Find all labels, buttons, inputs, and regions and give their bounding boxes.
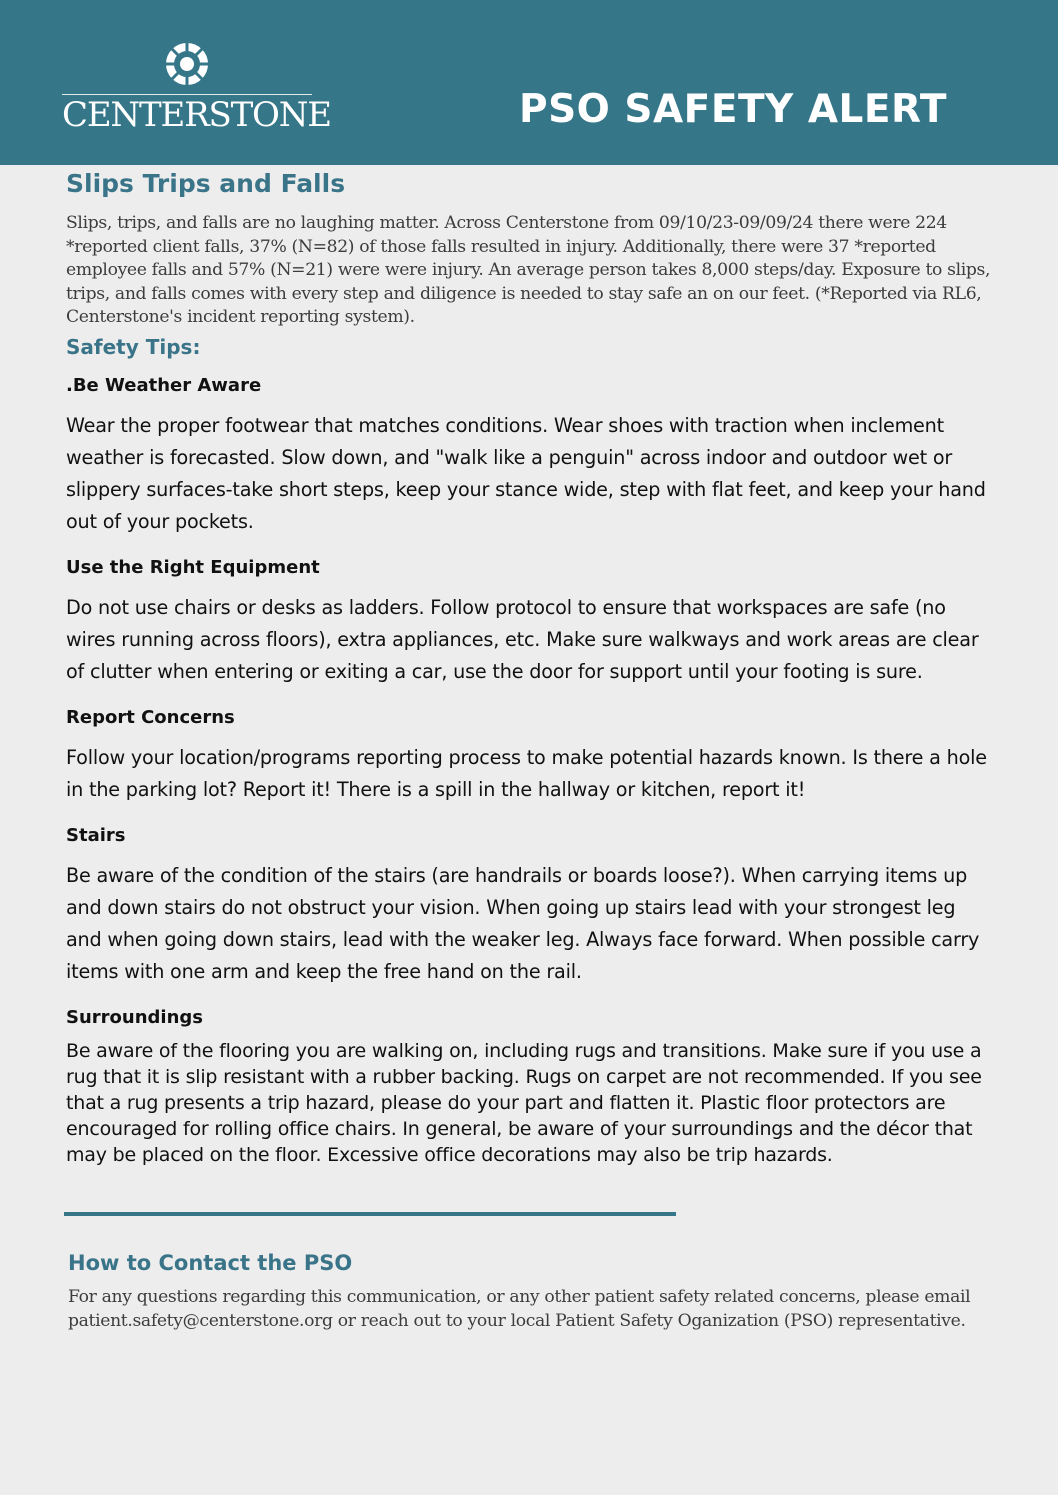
intro-paragraph: Slips, trips, and falls are no laughing matter. Across Centerstone from 09/10/23-09/09/24 there were 224 *reported client falls, 37% (N=82) of those falls resulted in injury. Additionally, there were 37 *reported employee falls and 57% (N=21) were were injury. An average person takes 8,000 steps/day. Exposure to slips, trips, and falls comes with every step and diligence is needed to stay safe an on our feet. (*Reported via RL6, Centerstone's incident reporting system).: [66, 213, 991, 327]
tip-body-weather: Wear the proper footwear that matches conditions. Wear shoes with traction when inclement weather is forecasted. Slow down, and "walk like a penguin" across indoor and outdoor wet or slippery surfaces-take short steps, keep your stance wide, step with flat feet, and keep your hand out of your pockets.: [66, 413, 986, 533]
section-divider: [64, 1212, 676, 1216]
contact-section: [68, 1246, 998, 1333]
centerstone-logo: [62, 40, 331, 135]
contact-title: How to Contact the PSO: [68, 1251, 353, 1275]
tip-body-equipment: Do not use chairs or desks as ladders. Follow protocol to ensure that workspaces are safe (no wires running across floors), extra appliances, etc. Make sure walkways and work areas are clear of clutter when entering or exiting a car, use the door for support until your footing is sure.: [66, 595, 979, 683]
tip-title-stairs: Stairs: [66, 824, 126, 846]
section-title: Slips Trips and Falls: [66, 169, 346, 198]
main-content: [66, 166, 996, 1168]
tip-body-surroundings: Be aware of the flooring you are walking on, including rugs and transitions. Make sure if you use a rug that it is slip resistant with a rubber backing. Rugs on carpet are not recommended. If you see that a rug presents a trip hazard, please do your part and flatten it. Plastic floor protectors are encouraged for rolling office chairs. In general, be aware of your surroundings and the décor that may be placed on the floor. Excessive office decorations may also be trip hazards.: [66, 1039, 982, 1166]
contact-body: For any questions regarding this communication, or any other patient safety related concerns, please email patient.safety@centerstone.org or reach out to your local Patient Safety Oganization (PSO) representative.: [68, 1287, 971, 1331]
tip-body-stairs: Be aware of the condition of the stairs (are handrails or boards loose?). When carrying items up and down stairs do not obstruct your vision. When going up stairs lead with your strongest leg and when going down stairs, lead with the weaker leg. Always face forward. When possible carry items with one arm and keep the free hand on the rail.: [66, 863, 980, 983]
header-banner: [0, 0, 1058, 165]
tip-title-weather: .Be Weather Aware: [66, 374, 262, 396]
alert-title: PSO SAFETY ALERT: [519, 87, 947, 132]
tip-title-report: Report Concerns: [66, 706, 235, 728]
sun-ring-icon: [163, 40, 211, 88]
tip-body-report: Follow your location/programs reporting process to make potential hazards known. Is there a hole in the parking lot? Report it! There is a spill in the hallway or kitchen, report it!: [66, 745, 987, 801]
org-name: CENTERSTONE: [62, 95, 331, 135]
tip-title-equipment: Use the Right Equipment: [66, 556, 320, 578]
safety-tips-heading: Safety Tips:: [66, 334, 201, 359]
tip-title-surroundings: Surroundings: [66, 1006, 203, 1028]
